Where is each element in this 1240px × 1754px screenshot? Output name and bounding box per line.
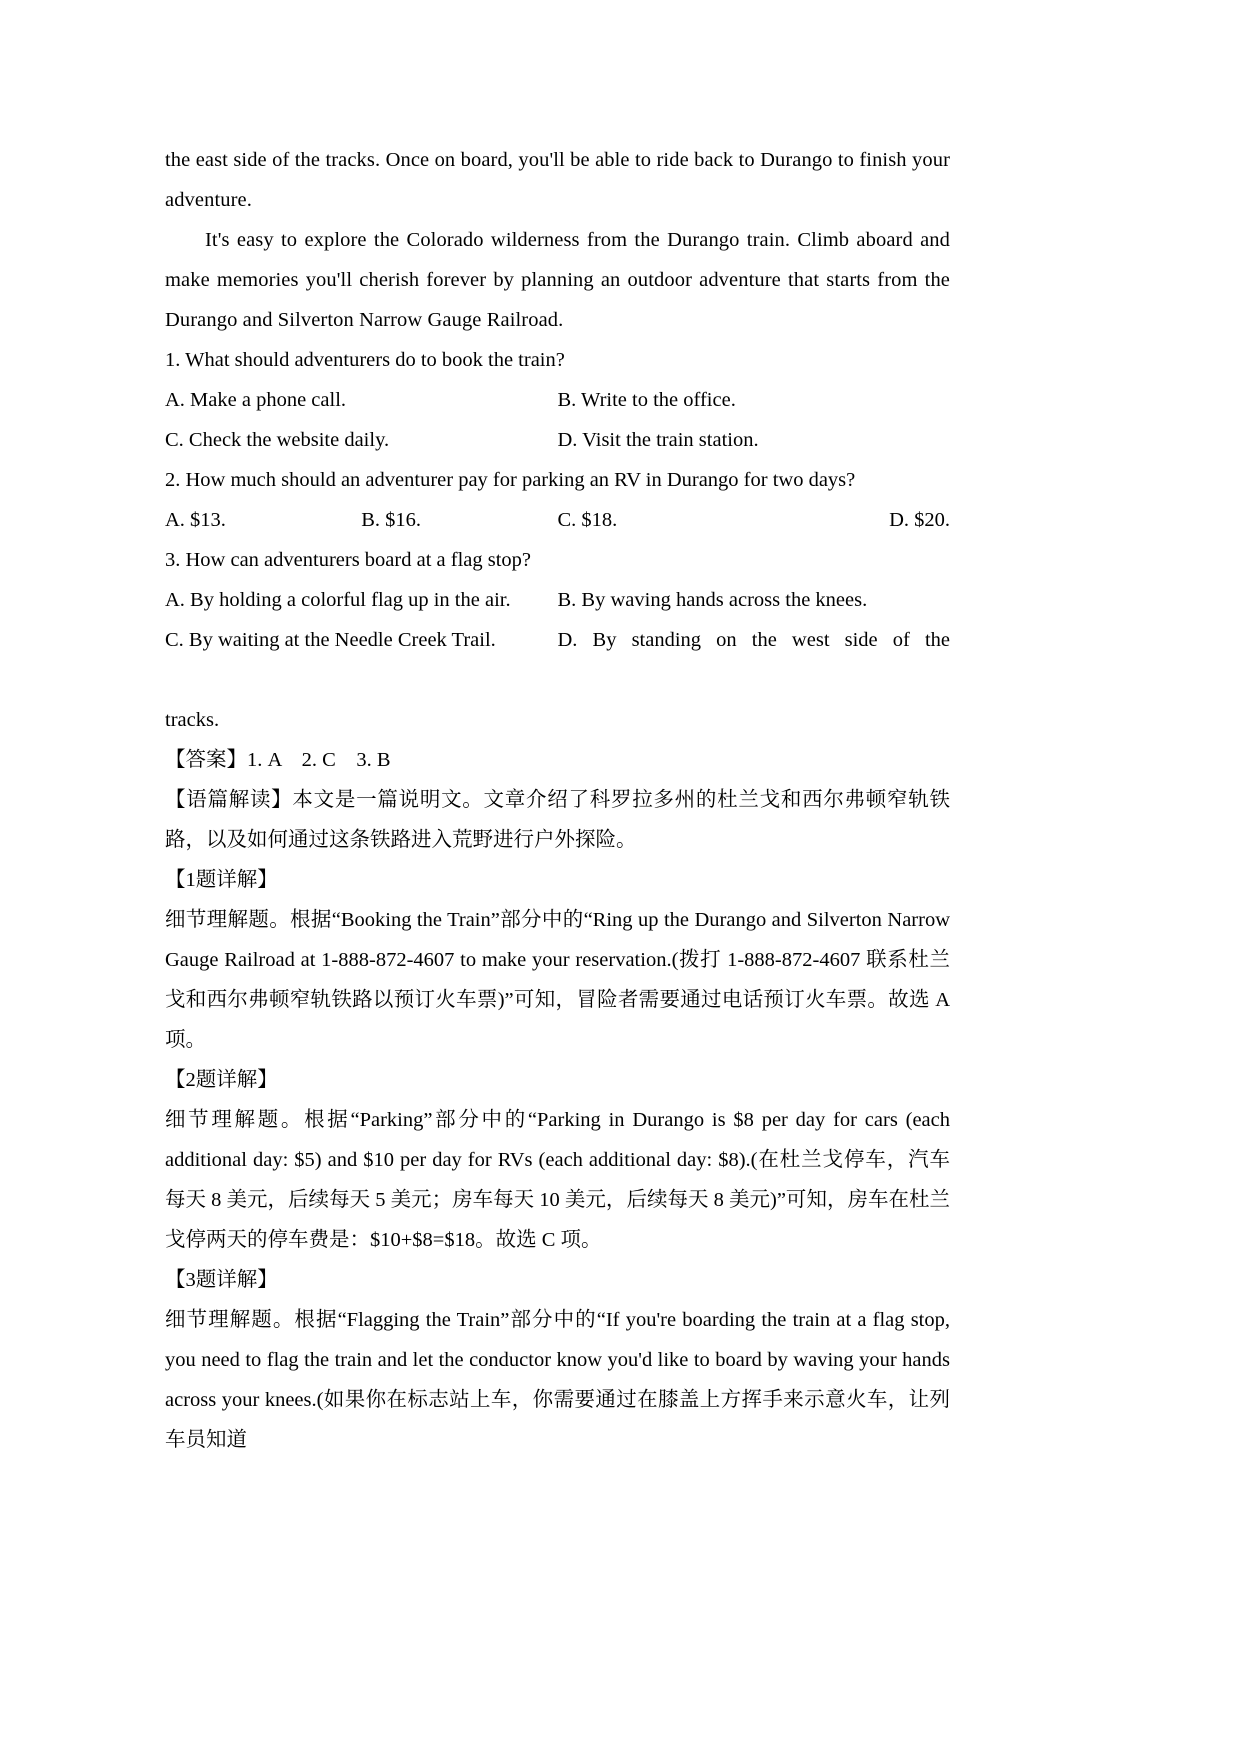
question-3-option-d-line-1: D. By standing on the west side of the: [557, 629, 950, 651]
question-1-option-c[interactable]: C. Check the website daily.: [165, 429, 390, 451]
question-1-options-row-2: [165, 420, 950, 460]
question-2-option-b[interactable]: B. $16.: [361, 509, 422, 531]
question-1-option-a[interactable]: A. Make a phone call.: [165, 389, 347, 411]
explanation-1-text: 细节理解题。根据“Booking the Train”部分中的“Ring up the Durango and Silverton Narrow Gauge Railroad at 1-888-872-4607 to make your reservation.(拨打 1-888-872-4607 联系杜兰戈和西尔弗顿窄轨铁路以预订火车票)”可知，冒险者需要通过电话预订火车票。故选 A 项。: [165, 909, 950, 1051]
answer-key: 【答案】1. A 2. C 3. B: [165, 749, 391, 771]
passage-paragraph-continued: the east side of the tracks. Once on board, you'll be able to ride back to Durango to finish your adventure.: [165, 149, 950, 211]
explanation-2-text: 细节理解题。根据“Parking”部分中的“Parking in Durango is $8 per day for cars (each additional day: $5) and $10 per day for RVs (each additional day: $8).(在杜兰戈停车，汽车每天 8 美元，后续每天 5 美元；房车每天 10 美元，后续每天 8 美元)”可知，房车在杜兰戈停两天的停车费是：$10+$8=$18。故选 C 项。: [165, 1109, 950, 1251]
question-3-stem: 3. How can adventurers board at a flag stop?: [165, 549, 532, 571]
page-content: [165, 140, 950, 1460]
question-2-option-d[interactable]: D. $20.: [889, 509, 950, 531]
question-3-option-a[interactable]: A. By holding a colorful flag up in the air.: [165, 589, 511, 611]
question-2-option-c[interactable]: C. $18.: [557, 509, 618, 531]
question-3-option-c[interactable]: C. By waiting at the Needle Creek Trail.: [165, 629, 496, 651]
question-1-stem: 1. What should adventurers do to book the train?: [165, 349, 565, 371]
question-1-option-d[interactable]: D. Visit the train station.: [557, 429, 759, 451]
question-3-options-row-1: [165, 580, 950, 620]
question-1-option-b[interactable]: B. Write to the office.: [557, 389, 736, 411]
explanation-3-heading: 【3题详解】: [165, 1269, 278, 1291]
explanation-2-heading: 【2题详解】: [165, 1069, 278, 1091]
question-3-options-row-2: [165, 620, 950, 700]
question-2-option-a[interactable]: A. $13.: [165, 509, 226, 531]
passage-paragraph-final: It's easy to explore the Colorado wilderness from the Durango train. Climb aboard and make memories you'll cherish forever by planning an outdoor adventure that starts from the Durango and Silverton Narrow Gauge Railroad.: [165, 229, 950, 331]
question-3-option-d-continuation: tracks.: [165, 709, 220, 731]
question-3-option-d[interactable]: [558, 620, 951, 700]
question-2-options-row: [165, 500, 950, 540]
question-1-options-row-1: [165, 380, 950, 420]
passage-analysis: 【语篇解读】本文是一篇说明文。文章介绍了科罗拉多州的杜兰戈和西尔弗顿窄轨铁路，以及如何通过这条铁路进入荒野进行户外探险。: [165, 789, 950, 851]
explanation-1-heading: 【1题详解】: [165, 869, 278, 891]
question-2-stem: 2. How much should an adventurer pay for parking an RV in Durango for two days?: [165, 469, 856, 491]
explanation-3-text: 细节理解题。根据“Flagging the Train”部分中的“If you're boarding the train at a flag stop, you need to flag the train and let the conductor know you'd like to board by waving your hands across your knees.(如果你在标志站上车，你需要通过在膝盖上方挥手来示意火车，让列车员知道: [165, 1309, 950, 1451]
question-3-option-b[interactable]: B. By waving hands across the knees.: [557, 589, 868, 611]
